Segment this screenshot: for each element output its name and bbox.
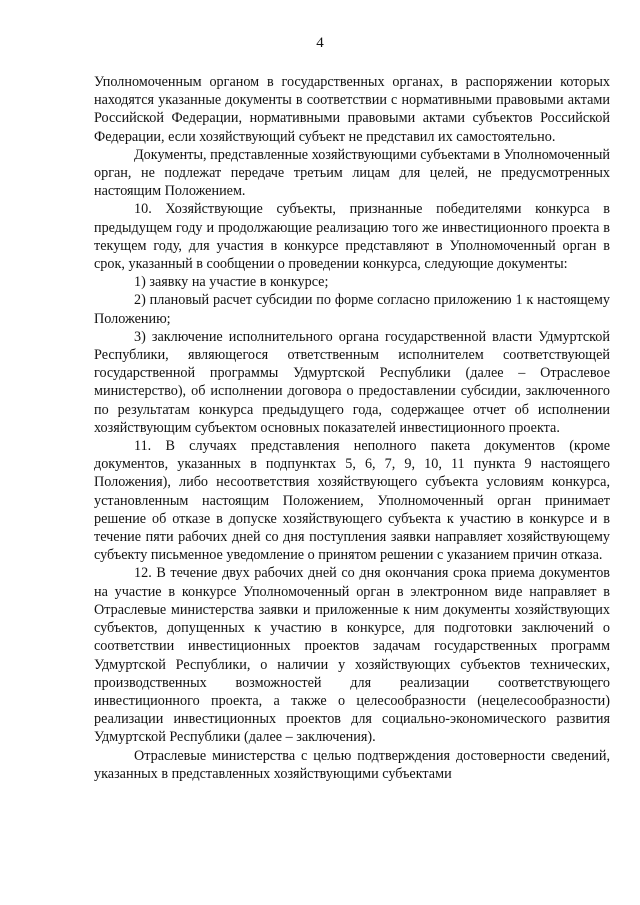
- paragraph-clause-10: 10. Хозяйствующие субъекты, признанные победителями конкурса в предыдущем году и продолжающие реализацию того же инвестиционного проекта в текущем году, для участия в конкурсе представляют в Уполномоченный орган в срок, указанный в сообщении о проведении конкурса, следующие документы:: [94, 201, 610, 273]
- page-number: 4: [316, 35, 324, 51]
- paragraph-clause-12: 12. В течение двух рабочих дней со дня окончания срока приема документов на участие в конкурсе Уполномоченный орган в электронном виде направляет в Отраслевые министерства заявки и приложенные к ним документы хозяйствующих субъектов, допущенных к участию в конкурсе, для подготовки заключений о соответствии инвестиционных проектов задачам государственных программ Удмуртской Республики, о наличии у хозяйствующих субъектов технических, производственных возможностей для реализации соответствующего инвестиционного проекта, а также о целесообразности (нецелесообразности) реализации инвестиционных проектов для социально-экономического развития Удмуртской Республики (далее – заключения).: [94, 565, 610, 746]
- list-item-1: 1) заявку на участие в конкурсе;: [134, 274, 329, 291]
- paragraph-continuation: Уполномоченным органом в государственных органах, в распоряжении которых находятся указанные документы в соответствии с нормативными правовыми актами Российской Федерации, нормативными правовыми актами субъектов Российской Федерации, если хозяйствующий субъект не представил их самостоятельно.: [94, 74, 610, 145]
- paragraph-clause-11: 11. В случаях представления неполного пакета документов (кроме документов, указанных в подпунктах 5, 6, 7, 9, 10, 11 пункта 9 настоящего Положения), либо несоответствия хозяйствующего субъекта условиям конкурса, установленным настоящим Положением, Уполномоченный орган принимает решение об отказе в допуске хозяйствующего субъекта к участию в конкурсе и в течение пяти рабочих дней со дня поступления заявки направляет хозяйствующему субъекту письменное уведомление о принятом решении с указанием причин отказа.: [94, 438, 610, 564]
- document-body: [94, 73, 610, 783]
- paragraph-documents-confidentiality: Документы, представленные хозяйствующими субъектами в Уполномоченный орган, не подлежат передаче третьим лицам для целей, не предусмотренных настоящим Положением.: [94, 146, 610, 200]
- list-item-3: 3) заключение исполнительного органа государственной власти Удмуртской Республики, являющегося ответственным исполнителем соответствующей государственной программы Удмуртской Республики (далее – Отраслевое министерство), об исполнении договора о предоставлении субсидии, заключенного по результатам конкурса предыдущего года, содержащее отчет об исполнении хозяйствующим субъектом основных показателей инвестиционного проекта.: [94, 328, 610, 436]
- list-item-2: 2) плановый расчет субсидии по форме согласно приложению 1 к настоящему Положению;: [94, 292, 610, 327]
- paragraph-ministries-verification: Отраслевые министерства с целью подтверждения достоверности сведений, указанных в представленных хозяйствующими субъектами: [94, 747, 610, 782]
